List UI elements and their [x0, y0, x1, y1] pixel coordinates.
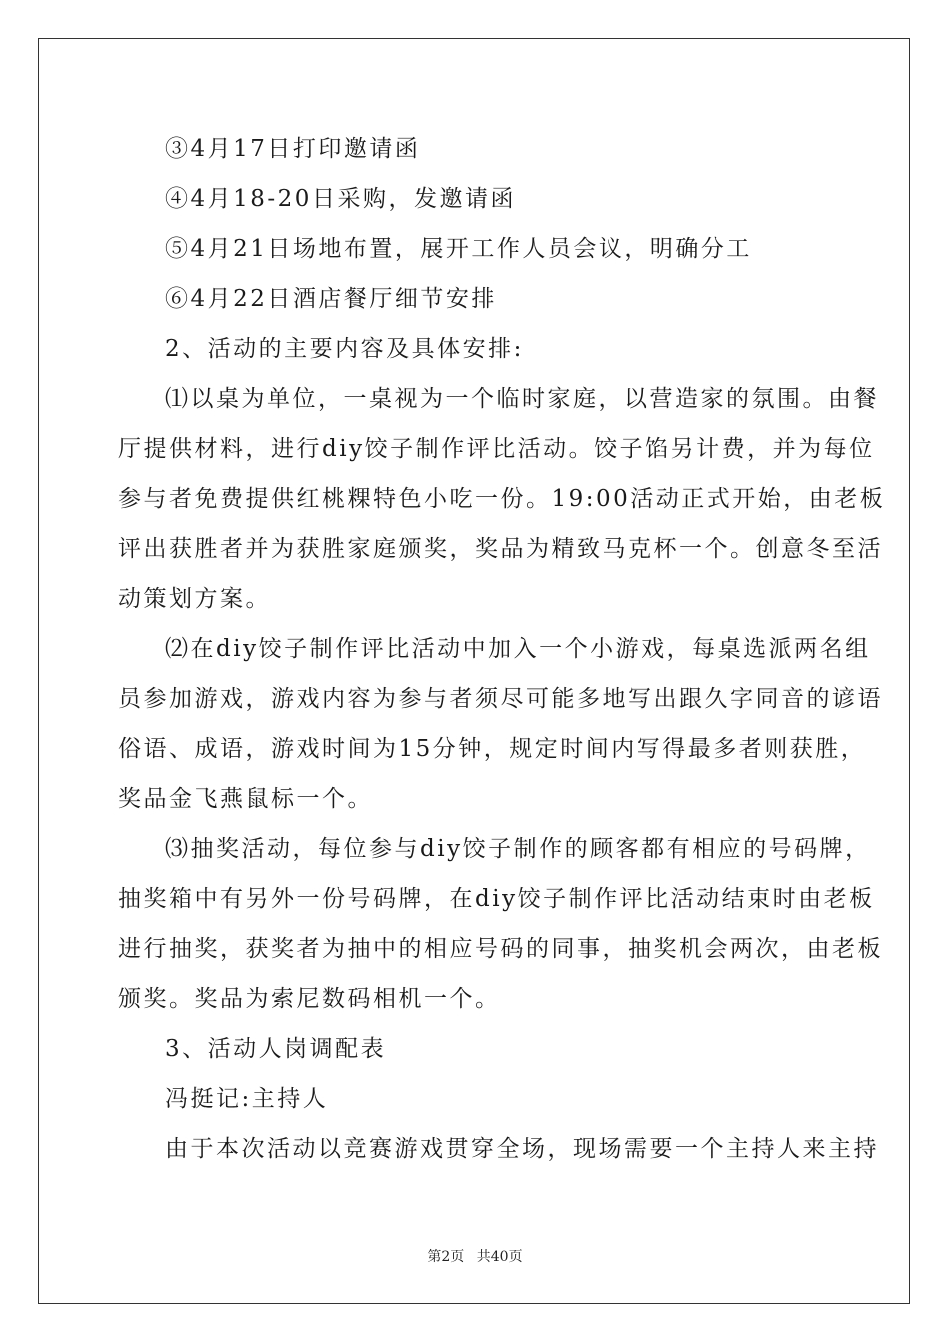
section-heading-3: 3、活动人岗调配表 [165, 1036, 387, 1062]
text-line-21: 由于本次活动以竞赛游戏贯穿全场，现场需要一个主持人来主持 [165, 1136, 879, 1162]
text-line-10: 动策划方案。 [118, 586, 271, 612]
page-footer [0, 1246, 950, 1266]
text-line-15: ⑶抽奖活动，每位参与diy饺子制作的顾客都有相应的号码牌， [165, 836, 871, 862]
text-line-9: 评出获胜者并为获胜家庭颁奖，奖品为精致马克杯一个。创意冬至活 [118, 536, 883, 562]
text-line-16: 抽奖箱中有另外一份号码牌，在diy饺子制作评比活动结束时由老板 [118, 886, 875, 912]
text-line-4: ⑥4月22日酒店餐厅细节安排 [165, 286, 497, 312]
section-heading-2: 2、活动的主要内容及具体安排: [165, 336, 524, 362]
text-line-7: 厅提供材料，进行diy饺子制作评比活动。饺子馅另计费，并为每位 [118, 436, 875, 462]
text-line-6: ⑴以桌为单位，一桌视为一个临时家庭，以营造家的氛围。由餐 [165, 386, 879, 412]
text-line-3: ⑤4月21日场地布置，展开工作人员会议，明确分工 [165, 236, 752, 262]
text-line-8: 参与者免费提供红桃粿特色小吃一份。19:00活动正式开始，由老板 [118, 486, 886, 512]
text-line-18: 颁奖。奖品为索尼数码相机一个。 [118, 986, 501, 1012]
text-line-20: 冯挺记:主持人 [165, 1086, 329, 1112]
page-total: 共40页 [476, 1249, 523, 1265]
document-body [118, 124, 886, 1174]
text-line-11: ⑵在diy饺子制作评比活动中加入一个小游戏，每桌选派两名组 [165, 636, 871, 662]
text-line-14: 奖品金飞燕鼠标一个。 [118, 786, 373, 812]
text-line-13: 俗语、成语，游戏时间为15分钟，规定时间内写得最多者则获胜， [118, 736, 867, 762]
text-line-2: ④4月18-20日采购，发邀请函 [165, 186, 516, 212]
text-line-17: 进行抽奖，获奖者为抽中的相应号码的同事，抽奖机会两次，由老板 [118, 936, 883, 962]
text-line-12: 员参加游戏，游戏内容为参与者须尽可能多地写出跟久字同音的谚语 [118, 686, 883, 712]
page-number: 第2页 [427, 1249, 465, 1265]
text-line-1: ③4月17日打印邀请函 [165, 136, 421, 162]
